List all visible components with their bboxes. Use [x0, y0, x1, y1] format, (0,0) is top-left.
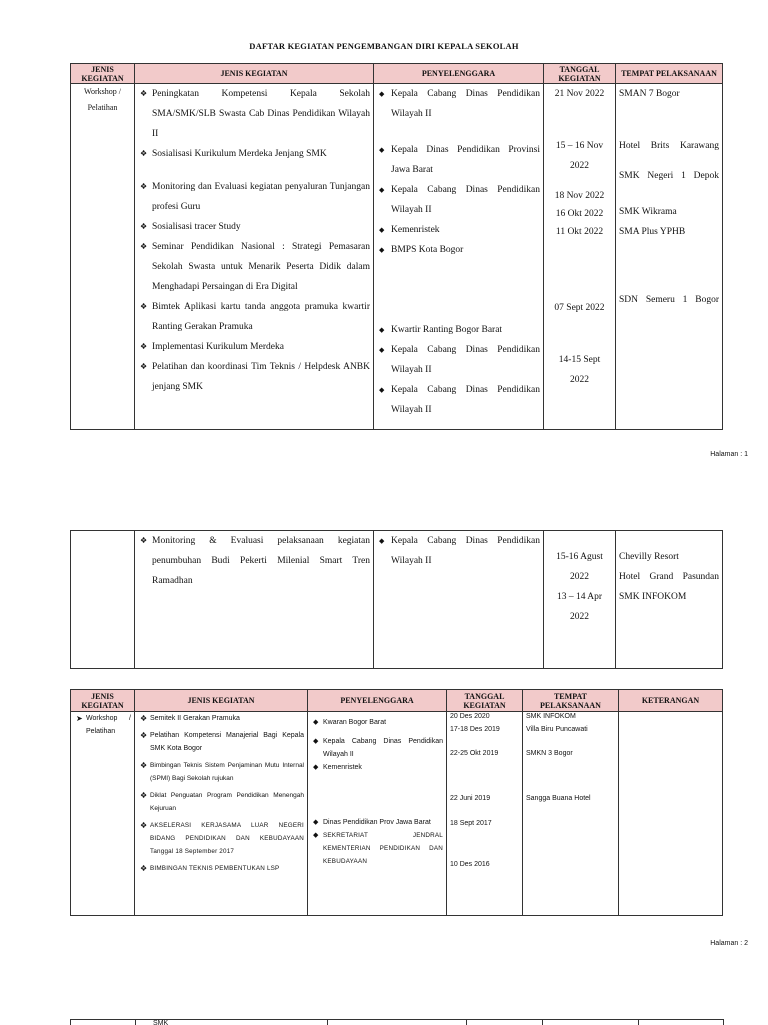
- organizer-item: ◆ Kwaran Bogor Barat: [311, 716, 443, 729]
- activity-item: ❖ Peningkatan Kompetensi Kepala Sekolah SMA/SMK/SLB Swasta Cab Dinas Pendidikan Wilayah II: [138, 84, 370, 144]
- date-value: 16 Okt 2022: [555, 209, 604, 219]
- places-cell: [616, 84, 723, 430]
- places-cell: [616, 531, 723, 669]
- dates-cell: [447, 712, 523, 916]
- activities-cell: [135, 531, 374, 669]
- date-value: 18 Sept 2017: [450, 820, 492, 827]
- header-tempat: TEMPAT PELAKSANAAN: [523, 690, 619, 712]
- place-value: Hotel Grand Pasundan: [619, 572, 719, 582]
- dates-cell: [544, 531, 616, 669]
- place-value: SMK INFOKOM: [619, 592, 687, 602]
- activity-item: ❖ Implementasi Kurikulum Merdeka: [138, 337, 370, 357]
- date-value: 13 – 14 Apr 2022: [556, 592, 603, 622]
- activities-cell: [135, 712, 308, 916]
- header-jenis-kegiatan-col1: JENIS KEGIATAN: [71, 64, 135, 84]
- activity-item: ❖ Bimtek Aplikasi kartu tanda anggota pramuka kwartir Ranting Gerakan Pramuka: [138, 297, 370, 337]
- header-keterangan: KETERANGAN: [619, 690, 723, 712]
- date-value: 20 Des 2020: [450, 713, 490, 720]
- activity-item: ❖ Monitoring dan Evaluasi kegiatan penyaluran Tunjangan profesi Guru: [138, 177, 370, 217]
- date-value: 07 Sept 2022: [554, 303, 605, 313]
- organizers-cell: [308, 712, 447, 916]
- document-title: DAFTAR KEGIATAN PENGEMBANGAN DIRI KEPALA SEKOLAH: [249, 41, 519, 51]
- date-value: 17-18 Des 2019: [450, 726, 500, 733]
- date-value: 14-15 Sept 2022: [558, 355, 601, 385]
- activity-table-page2: [70, 689, 723, 916]
- organizer-item: ◆ Kepala Dinas Pendidikan Provinsi Jawa Barat: [377, 140, 540, 180]
- place-value: Chevilly Resort: [619, 552, 679, 562]
- organizers-cell: [374, 531, 544, 669]
- place-value: Sangga Buana Hotel: [526, 795, 591, 802]
- page-number: Halaman : 2: [710, 940, 748, 947]
- date-value: 21 Nov 2022: [554, 89, 605, 99]
- place-value: Villa Biru Puncawati: [526, 726, 588, 733]
- organizer-item: ◆ Dinas Pendidikan Prov Jawa Barat: [311, 816, 443, 829]
- activity-table-page1: [70, 63, 723, 430]
- header-jenis-kegiatan-col1: JENIS KEGIATAN: [71, 690, 135, 712]
- place-value: SMK Wikrama: [619, 207, 677, 217]
- organizer-item: ◆ Kepala Cabang Dinas Pendidikan Wilayah II: [377, 84, 540, 124]
- activity-item: ❖ AKSELERASI KERJASAMA LUAR NEGERI BIDANG PENDIDIKAN DAN KEBUDAYAAN Tanggal 18 September 2017: [138, 819, 304, 858]
- header-tanggal: TANGGAL KEGIATAN: [447, 690, 523, 712]
- date-value: 18 Nov 2022: [554, 191, 605, 201]
- activity-item: ❖ Seminar Pendidikan Nasional : Strategi Pemasaran Sekolah Swasta untuk Menarik Peserta Didik dalam Menghadapi Persaingan di Era Digital: [138, 237, 370, 297]
- date-value: 22-25 Okt 2019: [450, 750, 499, 757]
- place-value: SMA Plus YPHB: [619, 227, 686, 237]
- date-value: 22 Juni 2019: [450, 795, 491, 802]
- activity-item: ❖ Monitoring & Evaluasi pelaksanaan kegiatan penumbuhan Budi Pekerti Milenial Smart Tren Ramadhan: [138, 531, 370, 591]
- organizer-item: ◆ SEKRETARIAT JENDRAL KEMENTERIAN PENDIDIKAN DAN KEBUDAYAAN: [311, 829, 443, 868]
- activity-item: ❖ Sosialisasi Kurikulum Merdeka Jenjang SMK: [138, 144, 370, 164]
- header-tempat: TEMPAT PELAKSANAAN: [616, 64, 723, 84]
- place-value: SMK INFOKOM: [526, 713, 576, 720]
- category-item: ➤ Workshop / Pelatihan: [74, 712, 131, 738]
- date-value: 15-16 Agust 2022: [556, 552, 603, 582]
- keterangan-cell: [619, 712, 723, 916]
- date-value: 10 Des 2016: [450, 861, 490, 868]
- activity-item: ❖ BIMBINGAN TEKNIS PEMBENTUKAN LSP: [138, 862, 304, 875]
- places-cell: [523, 712, 619, 916]
- organizer-item: ◆ Kemenristek: [377, 220, 540, 240]
- partial-text: SMK: [153, 1020, 169, 1025]
- next-page-table-top: [70, 1019, 724, 1025]
- category-cell: Workshop / Pelatihan: [71, 84, 135, 430]
- date-value: 11 Okt 2022: [555, 227, 604, 237]
- activities-cell: [135, 84, 374, 430]
- organizer-item: ◆ Kepala Cabang Dinas Pendidikan Wilayah II: [377, 340, 540, 380]
- page-number: Halaman : 1: [710, 451, 748, 458]
- activity-item: ❖ Semitek II Gerakan Pramuka: [138, 712, 304, 725]
- organizer-item: ◆ Kepala Cabang Dinas Pendidikan Wilayah II: [377, 180, 540, 220]
- organizer-item: ◆ BMPS Kota Bogor: [377, 240, 540, 260]
- activity-item: ❖ Pelatihan dan koordinasi Tim Teknis / Helpdesk ANBK jenjang SMK: [138, 357, 370, 397]
- header-jenis-kegiatan: JENIS KEGIATAN: [135, 64, 374, 84]
- place-value: SMKN 3 Bogor: [526, 750, 573, 757]
- date-value: 15 – 16 Nov 2022: [555, 141, 604, 171]
- header-penyelenggara: PENYELENGGARA: [374, 64, 544, 84]
- activity-table-continued: [70, 530, 723, 669]
- category-cell-empty: [71, 531, 135, 669]
- organizer-item: ◆ Kepala Cabang Dinas Pendidikan Wilayah II: [377, 531, 540, 571]
- category-cell: [71, 712, 135, 916]
- activity-item: ❖ Pelatihan Kompetensi Manajerial Bagi Kepala SMK Kota Bogor: [138, 729, 304, 755]
- place-value: SMAN 7 Bogor: [619, 89, 680, 99]
- header-jenis-kegiatan: JENIS KEGIATAN: [135, 690, 308, 712]
- organizer-item: ◆ Kepala Cabang Dinas Pendidikan Wilayah II: [377, 380, 540, 420]
- activity-item: ❖ Sosialisasi tracer Study: [138, 217, 370, 237]
- place-value: Hotel Brits Karawang: [619, 141, 719, 151]
- organizer-item: ◆ Kepala Cabang Dinas Pendidikan Wilayah II: [311, 735, 443, 761]
- header-tanggal: TANGGAL KEGIATAN: [544, 64, 616, 84]
- header-penyelenggara: PENYELENGGARA: [308, 690, 447, 712]
- place-value: SDN Semeru 1 Bogor: [619, 295, 719, 305]
- organizer-item: ◆ Kemenristek: [311, 761, 443, 774]
- organizers-cell: [374, 84, 544, 430]
- activity-item: ❖ Bimbingan Teknis Sistem Penjaminan Mutu Internal (SPMI) Bagi Sekolah rujukan: [138, 759, 304, 785]
- activity-item: ❖ Diklat Penguatan Program Pendidikan Menengah Kejuruan: [138, 789, 304, 815]
- dates-cell: [544, 84, 616, 430]
- place-value: SMK Negeri 1 Depok: [619, 171, 719, 181]
- organizer-item: ◆ Kwartir Ranting Bogor Barat: [377, 320, 540, 340]
